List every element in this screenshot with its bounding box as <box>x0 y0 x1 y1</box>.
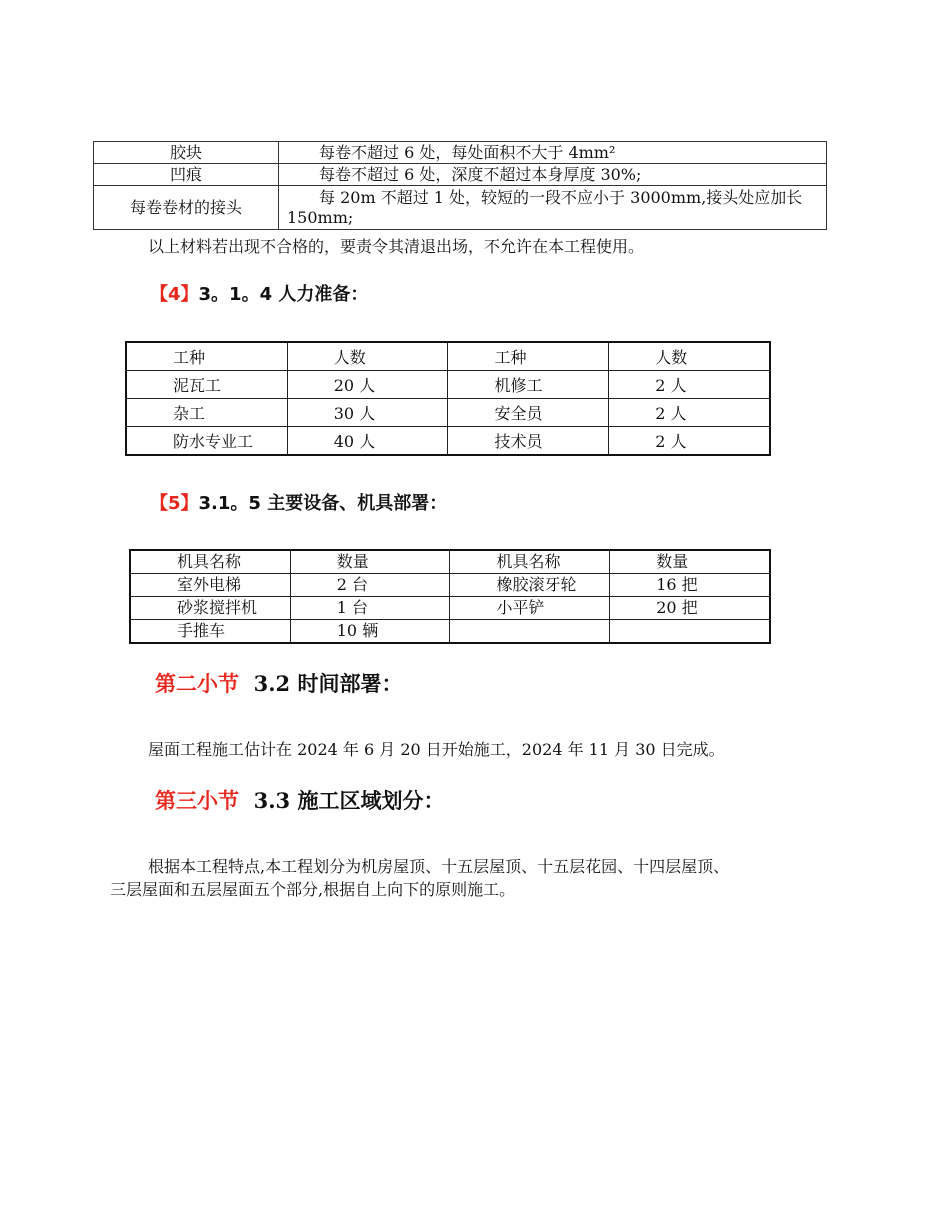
table-cell: 2 人 <box>609 399 770 427</box>
table-cell: 泥瓦工 <box>126 371 287 399</box>
table-cell: 防水专业工 <box>126 427 287 456</box>
header-cell: 数量 <box>290 550 450 574</box>
table-row <box>130 620 770 644</box>
table-row <box>126 371 770 399</box>
section-5-heading <box>150 489 447 515</box>
table-header-row <box>126 342 770 371</box>
table-cell: 1 台 <box>290 597 450 620</box>
area-paragraph-line1: 根据本工程特点,本工程划分为机房屋顶、十五层屋顶、十五层花园、十四层屋顶、 <box>148 857 730 876</box>
header-cell: 机具名称 <box>450 550 610 574</box>
defect-requirement: 每卷不超过 6 处，深度不超过本身厚度 30%; <box>279 164 827 186</box>
header-cell: 人数 <box>287 342 448 371</box>
defect-table <box>93 141 827 230</box>
table-cell <box>610 620 770 644</box>
table-cell: 技术员 <box>448 427 609 456</box>
table-cell: 16 把 <box>610 574 770 597</box>
table-row <box>130 574 770 597</box>
section-tag: 【5】 <box>150 493 199 514</box>
table-cell: 10 辆 <box>290 620 450 644</box>
table-cell: 20 把 <box>610 597 770 620</box>
table-row <box>94 164 827 186</box>
table-cell: 安全员 <box>448 399 609 427</box>
section-title: 3.1。5 主要设备、机具部署： <box>198 493 448 514</box>
note-paragraph: 以上材料若出现不合格的，要责令其清退出场，不允许在本工程使用。 <box>148 237 645 256</box>
subsection-title: 3.3 施工区域划分： <box>253 788 445 813</box>
equipment-table <box>129 549 771 644</box>
time-paragraph: 屋面工程施工估计在 2024 年 6 月 20 日开始施工，2024 年 11 月 30 日完成。 <box>148 740 725 759</box>
table-row <box>126 427 770 456</box>
table-cell: 2 人 <box>609 427 770 456</box>
subsection-title: 3.2 时间部署： <box>253 671 403 696</box>
defect-requirement: 每 20m 不超过 1 处，较短的一段不应小于 3000mm,接头处应加长 150mm; <box>279 186 827 230</box>
table-header-row <box>130 550 770 574</box>
header-cell: 人数 <box>609 342 770 371</box>
table-cell <box>450 620 610 644</box>
table-row <box>126 399 770 427</box>
table-cell: 机修工 <box>448 371 609 399</box>
table-row <box>94 142 827 164</box>
labor-table <box>125 341 771 456</box>
subsection-2-heading <box>155 668 402 698</box>
subsection-label: 第三小节 <box>155 789 239 813</box>
table-cell: 砂浆搅拌机 <box>130 597 290 620</box>
table-row <box>130 597 770 620</box>
header-cell: 数量 <box>610 550 770 574</box>
subsection-3-heading <box>155 785 444 815</box>
table-cell: 2 台 <box>290 574 450 597</box>
header-cell: 工种 <box>126 342 287 371</box>
table-cell: 30 人 <box>287 399 448 427</box>
area-paragraph-line2: 三层屋面和五层屋面五个部分,根据自上向下的原则施工。 <box>110 880 516 899</box>
header-cell: 工种 <box>448 342 609 371</box>
defect-item: 凹痕 <box>94 164 279 186</box>
section-title: 3。1。4 人力准备： <box>198 284 369 305</box>
table-cell: 杂工 <box>126 399 287 427</box>
section-tag: 【4】 <box>150 284 199 305</box>
table-cell: 小平铲 <box>450 597 610 620</box>
section-4-heading <box>150 280 368 306</box>
table-cell: 40 人 <box>287 427 448 456</box>
subsection-label: 第二小节 <box>155 672 239 696</box>
table-cell: 手推车 <box>130 620 290 644</box>
table-row <box>94 186 827 230</box>
defect-item: 每卷卷材的接头 <box>94 186 279 230</box>
table-cell: 室外电梯 <box>130 574 290 597</box>
table-cell: 2 人 <box>609 371 770 399</box>
defect-item: 胶块 <box>94 142 279 164</box>
table-cell: 橡胶滚牙轮 <box>450 574 610 597</box>
defect-requirement: 每卷不超过 6 处，每处面积不大于 4mm² <box>279 142 827 164</box>
table-cell: 20 人 <box>287 371 448 399</box>
header-cell: 机具名称 <box>130 550 290 574</box>
